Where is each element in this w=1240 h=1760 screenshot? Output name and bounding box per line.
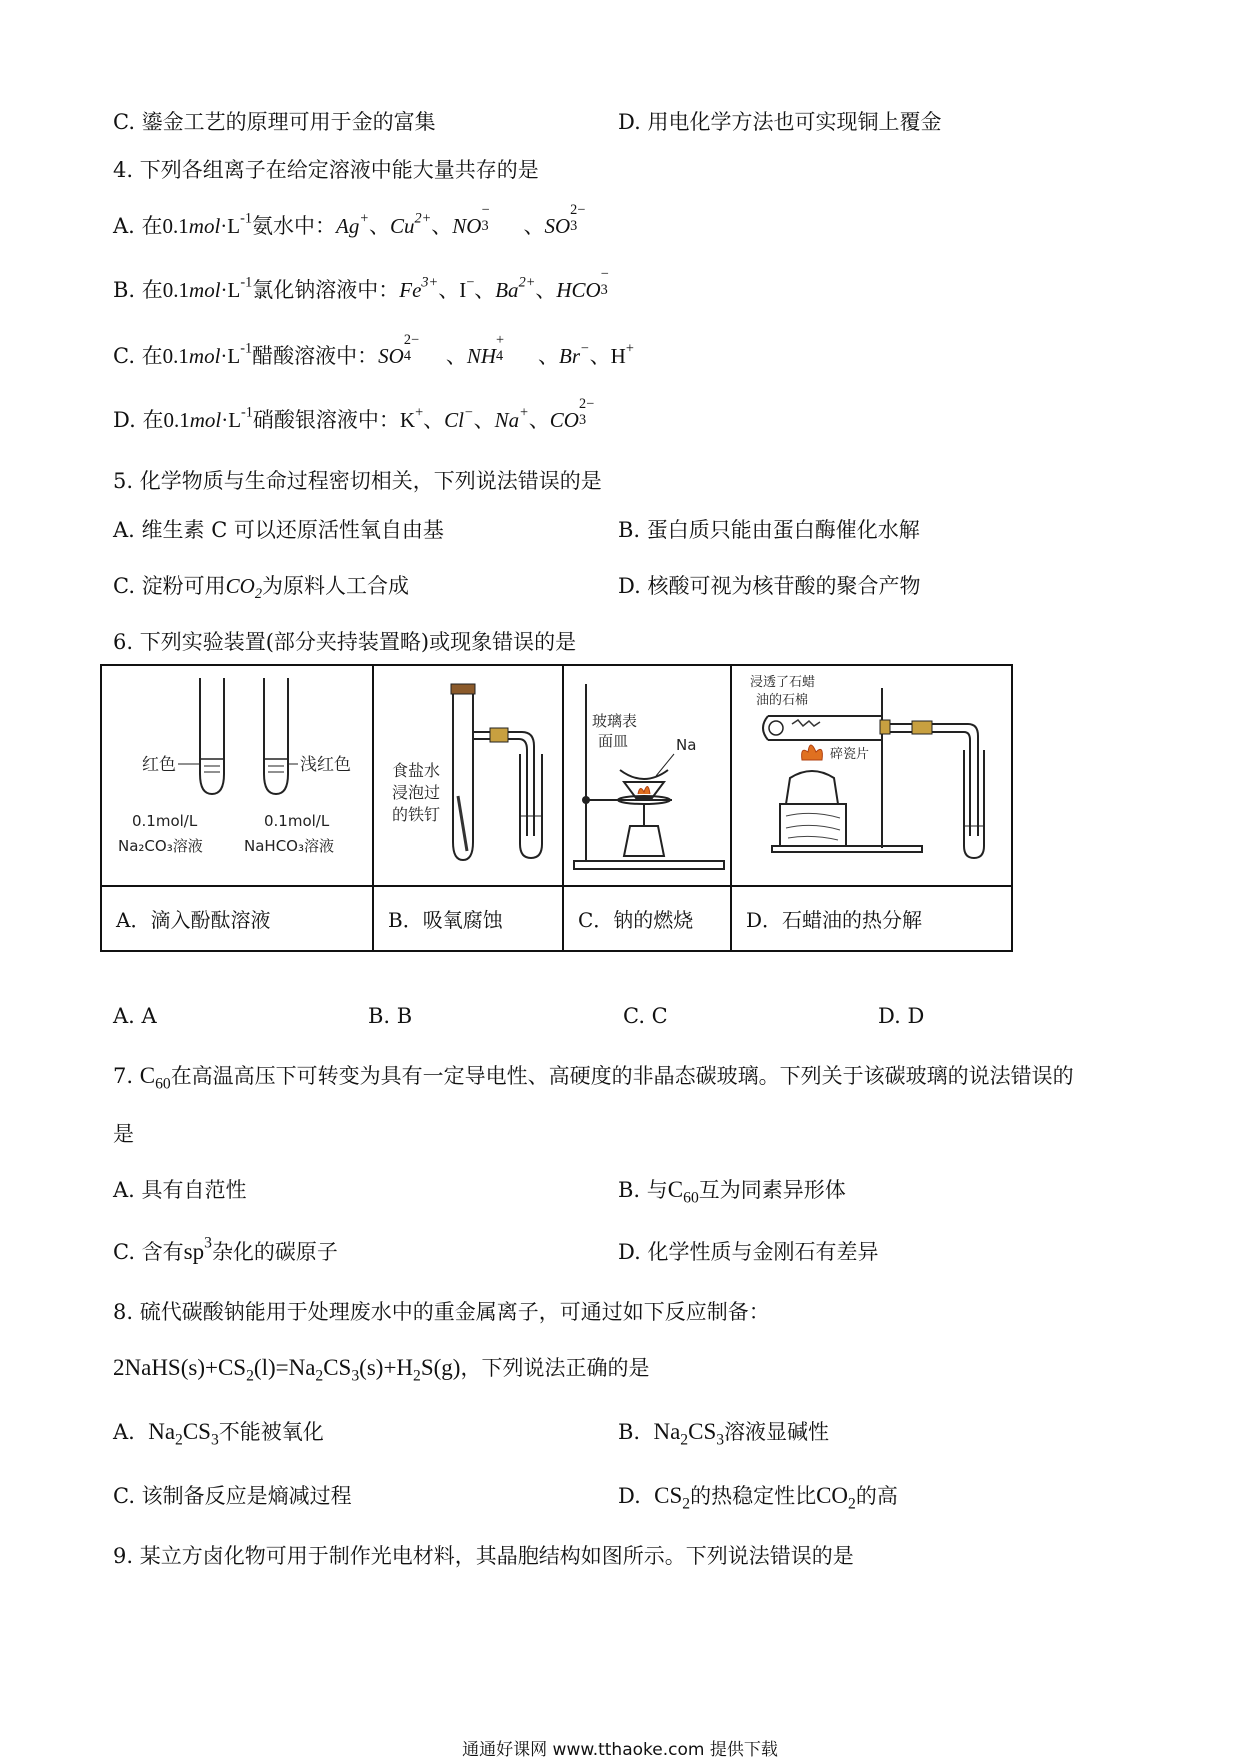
iron-nail-label: 的铁钉 [392, 805, 441, 824]
porcelain-label: 碎瓷片 [830, 747, 870, 762]
q6-answer-d: D. D [878, 1004, 925, 1028]
q8-option-b: B. $Na_2CS_3$溶液显碱性 [618, 1419, 830, 1449]
sodium-label: Na [676, 736, 697, 754]
q5-option-a: A. 维生素 C 可以还原活性氧自由基 [113, 518, 444, 542]
panel-d-figure [731, 665, 1012, 886]
q7-stem: 7. $C_{60}$在高温高压下可转变为具有一定导电性、高硬度的非晶态碳玻璃。下列关于该碳玻璃的说法错误的 [113, 1063, 1074, 1093]
q5-option-b: B. 蛋白质只能由蛋白酶催化水解 [618, 518, 920, 542]
panel-a-figure [101, 665, 373, 886]
page-footer: 通通好课网 www.tthaoke.com 提供下载 [462, 1740, 778, 1760]
q6-answer-b: B. B [368, 1004, 413, 1028]
asbestos-label-2: 油的石棉 [756, 693, 809, 708]
caption-d: D．石蜡油的热分解 [731, 886, 1012, 951]
q9-stem: 9. 某立方卤化物可用于制作光电材料，其晶胞结构如图所示。下列说法错误的是 [113, 1544, 854, 1568]
q5-stem: 5. 化学物质与生命过程密切相关，下列说法错误的是 [113, 469, 602, 493]
caption-b: B．吸氧腐蚀 [373, 886, 563, 951]
right-solution-label: NaHCO₃溶液 [244, 837, 334, 855]
panel-b-figure [373, 665, 563, 886]
q7-stem-continued: 是 [113, 1122, 134, 1146]
q3-option-c: C. 鎏金工艺的原理可用于金的富集 [113, 110, 436, 134]
q4-stem: 4. 下列各组离子在给定溶液中能大量共存的是 [113, 158, 539, 182]
q6-stem: 6. 下列实验装置(部分夹持装置略)或现象错误的是 [113, 630, 577, 654]
right-conc-label: 0.1mol/L [264, 812, 330, 830]
q8-option-c: C. 该制备反应是熵减过程 [113, 1484, 352, 1508]
q5-option-c: C. 淀粉可用$CO_2$为原料人工合成 [113, 574, 409, 602]
q8-option-d: D. $CS_2$的热稳定性比$CO_2$的高 [618, 1483, 898, 1513]
q4-option-c: C. 在$0.1mol\cdot L^{-1}$醋酸溶液中：SO 2− 4 、NH + 4 、Br−、H+ [113, 331, 634, 368]
q4-option-a: A. 在$0.1mol\cdot L^{-1}$氨水中：Ag+、$Cu^{2+}$、NO − 3 、SO 2− 3 [113, 201, 586, 238]
asbestos-label-1: 浸透了石蜡 [750, 675, 816, 690]
q6-answer-a: A. A [113, 1004, 157, 1028]
caption-a: A．滴入酚酞溶液 [101, 886, 373, 951]
q8-option-a: A. $Na_2CS_3$不能被氧化 [113, 1419, 324, 1449]
test-tubes-diagram [102, 666, 372, 880]
q4-option-d: D. 在$0.1mol\cdot L^{-1}$硝酸银溶液中：K+、Cl−、Na+、CO 2− 3 [113, 395, 595, 432]
left-conc-label: 0.1mol/L [132, 812, 198, 830]
q5-option-d: D. 核酸可视为核苷酸的聚合产物 [618, 574, 921, 598]
right-color-label: 浅红色 [300, 755, 351, 775]
oxygen-corrosion-diagram [374, 666, 562, 880]
caption-c: C．钠的燃烧 [563, 886, 731, 951]
soaked-label: 浸泡过 [392, 783, 441, 802]
panel-c-figure [563, 665, 731, 886]
left-color-label: 红色 [142, 755, 176, 775]
q3-option-d: D. 用电化学方法也可实现铜上覆金 [618, 110, 942, 134]
apparatus-table [100, 664, 1013, 952]
watch-glass-label: 玻璃表 [592, 712, 638, 730]
sodium-combustion-diagram [564, 666, 730, 880]
q4-option-b: B. 在$0.1mol\cdot L^{-1}$氯化钠溶液中：$Fe^{3+}$、I−、$Ba^{2+}$、HCO − 3 [113, 265, 609, 302]
q8-stem: 8. 硫代碳酸钠能用于处理废水中的重金属离子，可通过如下反应制备： [113, 1300, 770, 1324]
q7-option-d: D. 化学性质与金刚石有差异 [618, 1240, 879, 1264]
paraffin-decomposition-diagram [732, 666, 1011, 880]
q8-equation: $2NaHS(s)+CS_2(l)=Na_2CS_3(s)+H_2S(g)$，下列说法正确的是 [113, 1355, 650, 1385]
salt-water-label: 食盐水 [392, 761, 441, 780]
q7-option-a: A. 具有自范性 [113, 1178, 247, 1202]
q7-option-c: C. 含有$sp^3$杂化的碳原子 [113, 1234, 338, 1264]
left-solution-label: Na₂CO₃溶液 [118, 837, 203, 855]
q6-answer-c: C. C [623, 1004, 668, 1028]
q7-option-b: B. 与$C_{60}$互为同素异形体 [618, 1177, 846, 1207]
dish-label: 面皿 [598, 732, 629, 750]
